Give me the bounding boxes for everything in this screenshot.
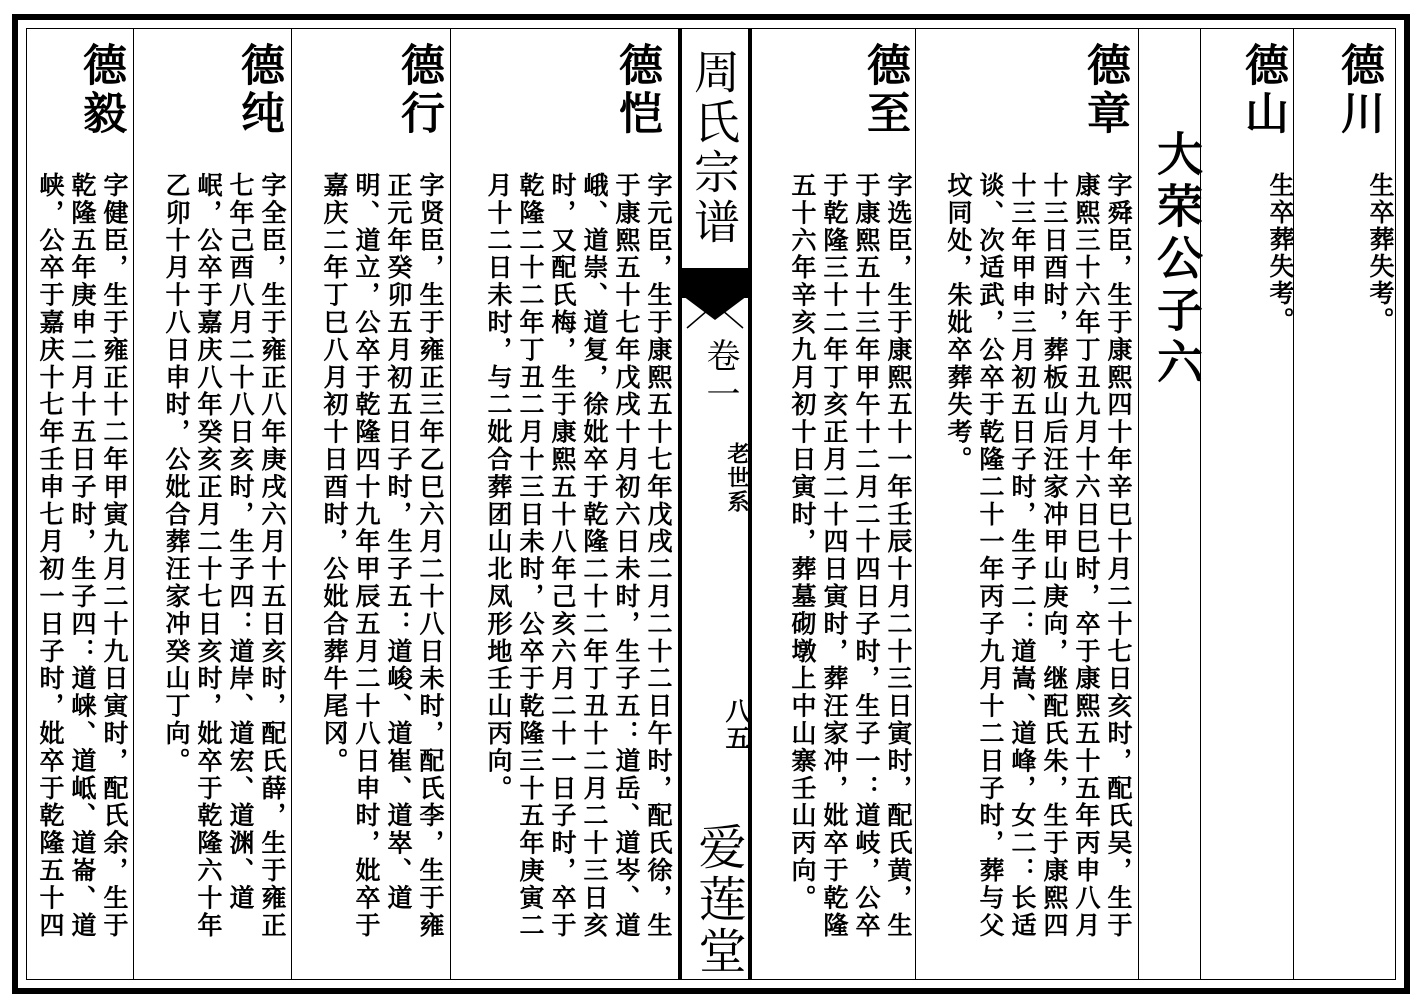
entry-text-dezhi: 字选臣，生于康熙五十一年壬辰十月二十三日寅时，配氏黄，生于康熙五十三年甲午十二月二十四日子时，生子一：道岐，公卒于乾隆三十二年丁亥正月二十四日寅时，葬汪家冲，妣卒于乾隆五十六年辛亥九月初十日寅时，葬墓砌墩上中山寨壬山丙向。	[788, 172, 913, 940]
column-rule	[450, 29, 451, 979]
entry-text-dezhang: 字舜臣，生于康熙四十年辛巳十月二十七日亥时，配氏吴，生于康熙三十六年丁丑九月十六日巳时，卒于康熙五十五年丙申八月十三日酉时，葬板山后汪家冲甲山庚向，继配氏朱，生于康熙四十三年甲申三月初五日子时，生子二：道嵩、道峰，女二：长适谈、次适武，公卒于乾隆二十一年丙子九月十二日子时，葬与父坟同处，朱妣卒葬失考。	[944, 172, 1133, 940]
book-title: 周氏宗谱	[687, 48, 741, 248]
column-rule	[915, 29, 916, 979]
entry-text-dechuan: 生卒葬失考。	[1366, 172, 1395, 334]
entry-text-dexing: 字贤臣，生于雍正三年乙巳六月二十八日未时，配氏李，生于雍正元年癸卯五月初五日子时，生子五：道峻、道崔、道崒、道明、道立，公卒于乾隆四十九年甲辰五月二十八日申时，妣卒于嘉庆二年丁巳八月初十日酉时，公妣合葬牛尾冈。	[320, 172, 445, 940]
column-rule	[133, 29, 134, 979]
entry-name-deyi: 德毅	[75, 42, 126, 138]
column-rule	[291, 29, 292, 979]
entry-name-dekai: 德恺	[611, 42, 662, 138]
entry-name-dexing: 德行	[393, 42, 444, 138]
entry-name-dechuan: 德川	[1333, 42, 1384, 138]
series-label: 老世系	[724, 442, 750, 514]
column-rule	[1138, 29, 1139, 979]
entry-text-dekai: 字元臣，生于康熙五十七年戊戌二月二十二日午时，配氏徐，生于康熙五十七年戊戌十月初六日未时，生子五：道岳、道岑、道峨、道崇、道复，徐妣卒于乾隆二十二年丁丑十二月二十三日亥时，又配氏梅，生于康熙五十八年己亥六月二十一日子时，卒于乾隆二十二年丁丑二月十三日未时，公卒于乾隆三十五年庚寅二月十二日未时，与二妣合葬团山北凤形地壬山丙向。	[484, 172, 673, 940]
entry-name-dezhi: 德至	[859, 42, 910, 138]
spine-fishtail-icon	[683, 290, 747, 330]
entry-text-dechun: 字全臣，生于雍正八年庚戌六月十五日亥时，配氏薛，生于雍正七年己酉八月二十八日亥时，生子四：道岸、道宏、道渊、道岷，公卒于嘉庆八年癸亥正月二十七日亥时，妣卒于乾隆六十年乙卯十月十八日申时，公妣合葬汪家冲癸山丁向。	[162, 172, 287, 940]
hall-name: 爱莲堂	[690, 822, 746, 978]
section-subheading: 大荣公子六	[1150, 130, 1204, 390]
page-number: 八五	[722, 698, 751, 752]
entry-text-deshan: 生卒葬失考。	[1266, 172, 1295, 334]
entry-text-deyi: 字健臣，生于雍正十二年甲寅九月二十九日寅时，配氏余，生于乾隆五年庚申二月十五日子时，生子四：道崃、道岻、道崙、道峡，公卒于嘉庆十七年壬申七月初一日子时，妣卒于乾隆五十四	[36, 172, 129, 940]
entry-name-dezhang: 德章	[1079, 42, 1130, 138]
volume-label: 卷一	[700, 338, 740, 414]
entry-name-deshan: 德山	[1237, 42, 1288, 138]
spine-rule-left	[678, 29, 682, 979]
entry-name-dechun: 德纯	[233, 42, 284, 138]
